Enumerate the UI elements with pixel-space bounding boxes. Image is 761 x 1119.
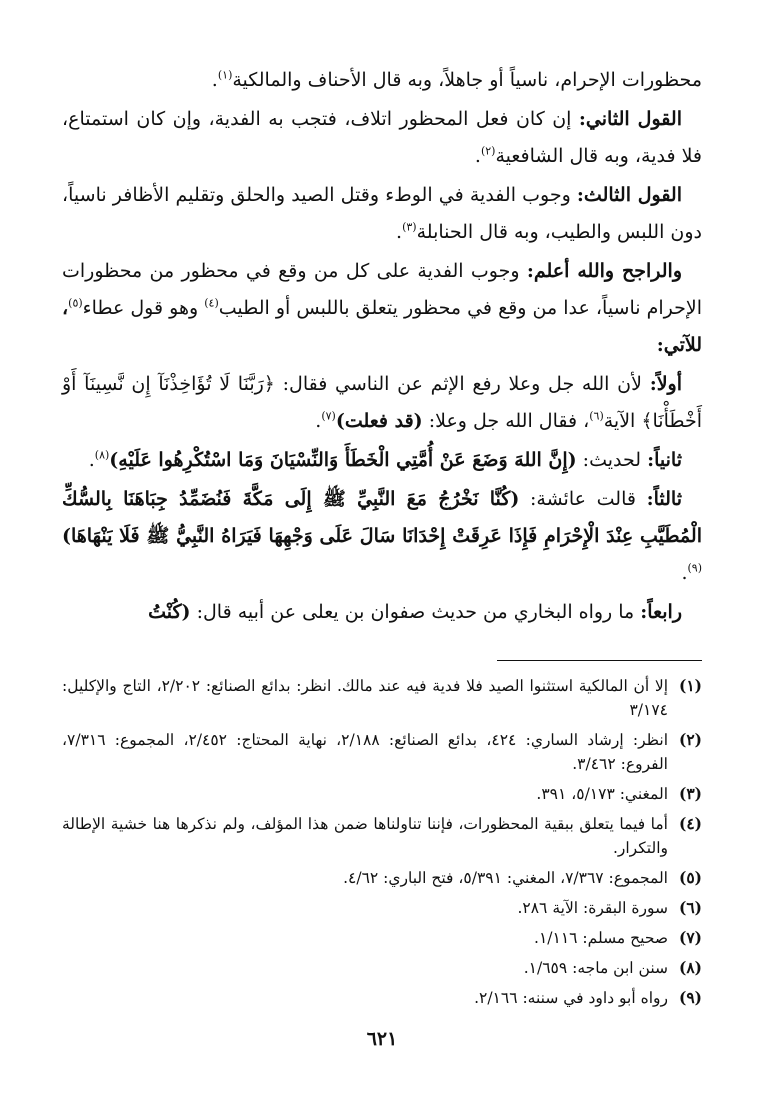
footnote-number: (٧) <box>678 928 702 947</box>
p6-end: . <box>88 449 95 471</box>
footnote-ref-8[interactable]: (٨) <box>94 448 110 462</box>
footnote-text: المجموع: ٧/٣٦٧، المغني: ٥/٣٩١، فتح الباري: ٤/٦٢. <box>343 869 668 887</box>
p4-text: وجوب الفدية على كل من وقع في محظور من محظورات الإحرام ناسياً، عدا من وقع في محظور يتعلق باللبس أو الطيب <box>62 260 703 319</box>
p5-mid: ، فقال الله جل وعلا: <box>422 410 590 432</box>
first-reason-heading: أولاً: <box>649 373 682 395</box>
paragraph-third-reason <box>62 481 702 592</box>
footnote-item <box>62 926 702 950</box>
footnote-number: (٥) <box>678 868 702 887</box>
third-opinion-heading: القول الثالث: <box>576 184 683 206</box>
paragraph-first-reason <box>62 366 702 440</box>
paragraph-fourth-reason <box>62 594 702 631</box>
p7-hadith-quote: (كُنَّا نَخْرُجُ مَعَ النَّبِيِّ ﷺ إِلَى مَكَّةَ فَنُضَمِّدُ جِبَاهَنَا بِالسُّكِّ الْمُطَيَّبِ عِنْدَ الْإِحْرَامِ فَإِذَا عَرِقَتْ إِحْدَانَا سَالَ عَلَى وَجْهِهَا فَيَرَاهُ النَّبِيُّ ﷺ فَلَا يَنْهَاهَا) <box>62 488 702 547</box>
footnote-ref-2[interactable]: (٢) <box>480 144 496 158</box>
footnote-item <box>62 674 702 722</box>
third-reason-heading: ثالثاً: <box>646 488 683 510</box>
footnote-item <box>62 986 702 1010</box>
footnote-item <box>62 728 702 776</box>
paragraph-third-opinion <box>62 177 702 251</box>
footnote-ref-1[interactable]: (١) <box>217 68 233 82</box>
second-opinion-heading: القول الثاني: <box>578 108 682 130</box>
p6-text: لحديث: <box>576 449 648 471</box>
footnote-item <box>62 866 702 890</box>
footnote-number: (٨) <box>678 958 702 977</box>
p3-end: . <box>396 221 403 243</box>
footnote-text: سورة البقرة: الآية ٢٨٦. <box>517 899 668 917</box>
footnote-ref-9[interactable]: (٩) <box>687 561 702 575</box>
footnote-text: أما فيما يتعلق ببقية المحظورات، فإننا تناولناها ضمن هذا المؤلف، ولم نذكرها هنا خشية الإطالة والتكرار. <box>62 815 668 857</box>
footnote-text: سنن ابن ماجه: ١/٦٥٩. <box>523 959 668 977</box>
paragraph-preferred-opinion <box>62 253 702 364</box>
page-number: ٦٢١ <box>366 1028 398 1050</box>
p2-end: . <box>474 145 481 167</box>
p2-text: إن كان فعل المحظور اتلاف، فتجب به الفدية، وإن كان استمتاع، فلا فدية، وبه قال الشافعية <box>62 108 702 167</box>
footnote-item <box>62 956 702 980</box>
p5-end: . <box>315 410 322 432</box>
p8-hadith-quote: (كُنْتُ <box>148 601 191 623</box>
footnote-number: (٤) <box>678 814 702 833</box>
p7-end: . <box>681 562 688 584</box>
paragraph-second-reason <box>62 442 702 479</box>
preferred-opinion-heading: والراجح والله أعلم: <box>526 260 682 282</box>
p4-tail: ، للآتي: <box>62 297 702 356</box>
footnote-number: (١) <box>678 676 702 695</box>
p1-text: محظورات الإحرام، ناسياً أو جاهلاً، وبه قال الأحناف والمالكية <box>232 69 702 91</box>
footnote-item <box>62 812 702 860</box>
document-page <box>62 62 702 1092</box>
footnotes-list <box>62 674 702 1016</box>
footnote-item <box>62 782 702 806</box>
footnote-ref-5[interactable]: (٥) <box>68 296 83 310</box>
p8-text: ما رواه البخاري من حديث صفوان بن يعلى عن أبيه قال: <box>190 601 641 623</box>
p7-text: قالت عائشة: <box>519 488 647 510</box>
footnote-ref-6[interactable]: (٦) <box>589 409 604 423</box>
fourth-reason-heading: رابعاً: <box>640 601 682 623</box>
p3-text: وجوب الفدية في الوطء وقتل الصيد والحلق وتقليم الأظافر ناسياً، دون اللبس والطيب، وبه قال الحنابلة <box>62 184 702 243</box>
footnote-divider <box>497 660 702 661</box>
footnote-ref-7[interactable]: (٧) <box>321 409 336 423</box>
footnote-number: (٢) <box>678 730 702 749</box>
paragraph-second-opinion <box>62 101 702 175</box>
footnote-text: المغني: ٥/١٧٣، ٣٩١. <box>536 785 668 803</box>
p1-end: . <box>211 69 218 91</box>
footnote-number: (٦) <box>678 898 702 917</box>
footnote-text: رواه أبو داود في سننه: ٢/١٦٦. <box>474 989 668 1007</box>
paragraph-1 <box>62 62 702 99</box>
p4-mid: وهو قول عطاء <box>82 297 205 319</box>
footnote-item <box>62 896 702 920</box>
p6-hadith-quote: (إِنَّ اللهَ وَضَعَ عَنْ أُمَّتِي الْخَطَأَ وَالنِّسْيَانَ وَمَا اسْتُكْرِهُوا عَلَيْهِ) <box>109 449 577 471</box>
footnote-ref-4[interactable]: (٤) <box>204 296 219 310</box>
second-reason-heading: ثانياً: <box>647 449 682 471</box>
footnote-number: (٩) <box>678 988 702 1007</box>
p5-text: لأن الله جل وعلا رفع الإثم عن الناسي فقال: ﴿رَبَّنَا لَا تُؤَاخِذْنَآ إِن نَّسِينَآ أَوْ أَخْطَأْنَا﴾ الآية <box>62 373 702 432</box>
footnote-text: إلا أن المالكية استثنوا الصيد فلا فدية فيه عند مالك. انظر: بدائع الصنائع: ٢/٢٠٢، التاج والإكليل: ٣/١٧٤ <box>62 677 668 719</box>
p5-quote: (قد فعلت) <box>335 410 423 432</box>
footnote-text: انظر: إرشاد الساري: ٤٢٤، بدائع الصنائع: ٢/١٨٨، نهاية المحتاج: ٢/٤٥٢، المجموع: ٧/٣١٦، الفروع: ٣/٤٦٢. <box>62 731 669 773</box>
footnote-text: صحيح مسلم: ١/١١٦. <box>534 929 668 947</box>
footnote-number: (٣) <box>678 784 702 803</box>
footnote-ref-3[interactable]: (٣) <box>402 220 417 234</box>
